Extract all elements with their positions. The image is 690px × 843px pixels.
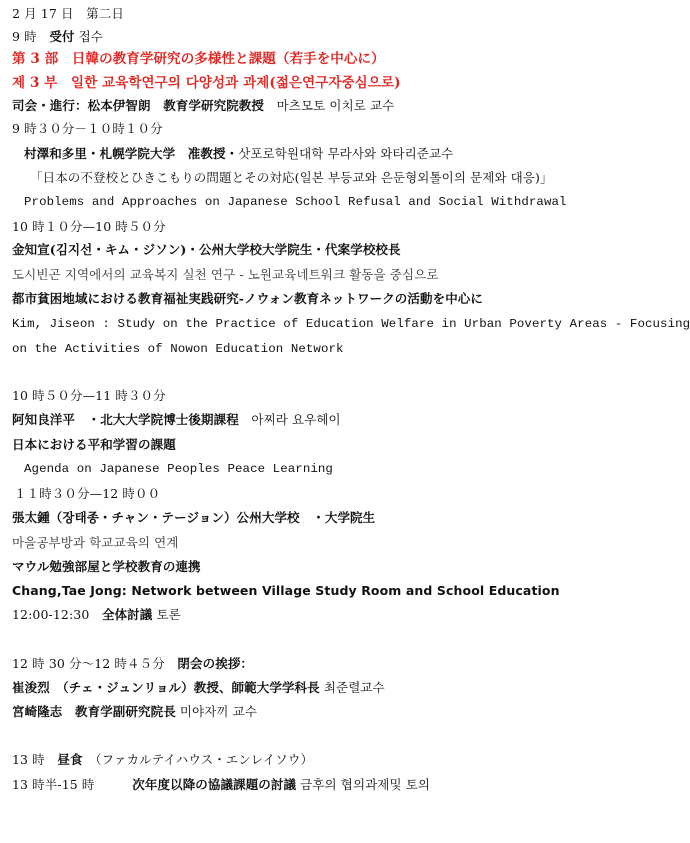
lunch-line — [12, 752, 313, 768]
discussion-korean: 토론 — [152, 607, 181, 622]
session3-speaker-japanese: 阿知良洋平 ・北大大学院博士後期課程 — [12, 412, 239, 427]
session1-speaker-korean: 삿포로학원대학 무라사와 와타리준교수 — [238, 146, 454, 161]
session1-title: 「日本の不登校とひきこもりの問題とその対応(일본 부등교와 은둔형외톨이의 문제와 대응)」 — [30, 170, 553, 185]
session3-speaker-korean: 아찌라 요우헤이 — [238, 412, 341, 427]
day-header: 2 月 17 日 第二日 — [12, 6, 124, 21]
reception-line — [12, 29, 103, 45]
chair-korean: 마츠모토 이치로 교수 — [264, 98, 395, 113]
session2-time: 10 時１０分—10 時５０分 — [12, 219, 166, 234]
next-year-time: 13 時半-15 時 — [12, 777, 133, 792]
session3-title-japanese: 日本における平和学習の課題 — [12, 437, 176, 452]
closing-person-1-japanese: 崔浚烈 （チェ・ジュンリョル）教授、師範大学学科長 — [12, 680, 320, 695]
session1-title-english: Problems and Approaches on Japanese School Refusal and Social Withdrawal — [24, 195, 567, 209]
next-year-label: 次年度以降の協議課題の討議 — [132, 777, 297, 792]
discussion-time: 12:00-12:30 — [12, 607, 102, 622]
closing-label: 閉会の挨拶： — [177, 656, 254, 671]
chair-line — [12, 98, 394, 114]
part-title-japanese: 第 3 部 日韓の教育学研究の多様性と課題（若手を中心に） — [12, 51, 385, 67]
next-year-line — [12, 777, 430, 793]
closing-person-2 — [12, 704, 257, 720]
closing-time: 12 時 30 分～12 時４５分 — [12, 656, 178, 671]
session3-title-english: Agenda on Japanese Peoples Peace Learning — [24, 462, 333, 476]
session2-title-japanese: 都市貧困地域における教育福祉実践研究-ノウォン教育ネットワークの活動を中心に — [12, 291, 483, 306]
closing-person-1-korean: 최준렬교수 — [319, 680, 385, 695]
session4-speaker: 張太鍾（장태종・チャン・テージョン）公州大学校 ・大学院生 — [12, 510, 376, 525]
lunch-time: 13 時 — [12, 752, 58, 767]
session1-time: 9 時３０分－１０時１０分 — [12, 121, 163, 136]
closing-person-1 — [12, 680, 385, 696]
discussion-line — [12, 607, 181, 623]
session2-title-english-1: Kim, Jiseon : Study on the Practice of Education Welfare in Urban Poverty Areas - Focusing — [12, 317, 690, 331]
session2-title-korean: 도시빈곤 지역에서의 교육복지 실천 연구 - 노원교육네트워크 활동을 중심으로 — [12, 267, 439, 282]
reception-time: 9 時 — [12, 29, 50, 44]
session1-speaker — [24, 146, 453, 162]
session4-title-japanese: マウル勉強部屋と学校教育の連携 — [12, 559, 201, 574]
session3-speaker — [12, 412, 341, 428]
closing-line — [12, 656, 253, 672]
lunch-place: （ファカルテイハウス・エンレイソウ） — [82, 752, 314, 767]
session4-title-english: Chang,Tae Jong: Network between Village Study Room and School Education — [12, 583, 560, 598]
session2-title-english-2: on the Activities of Nowon Education Network — [12, 342, 344, 356]
reception-korean: 접수 — [74, 29, 103, 44]
session2-speaker: 金知宣(김지선・キム・ジソン)・公州大学校大学院生・代案学校校長 — [12, 242, 401, 257]
session1-speaker-japanese: 村澤和多里・札幌学院大学 准教授・ — [24, 146, 239, 161]
closing-person-2-japanese: 宮崎隆志 教育学副研究院長 — [12, 704, 176, 719]
session4-time: １１時３０分—12 時００ — [14, 486, 161, 501]
next-year-korean: 금후의 협의과제및 토의 — [296, 777, 431, 792]
session3-time: 10 時５０分—11 時３０分 — [12, 388, 166, 403]
part-title-korean: 제 3 부 일한 교육학연구의 다양성과 과제(젊은연구자중심으로) — [12, 75, 401, 91]
chair-label: 司会・進行：松本伊智朗 教育学研究院教授 — [12, 98, 265, 113]
closing-person-2-korean: 미야자끼 교수 — [175, 704, 258, 719]
reception-label: 受付 — [49, 29, 75, 44]
lunch-label: 昼食 — [57, 752, 83, 767]
discussion-label: 全体討議 — [101, 607, 153, 622]
session4-title-korean: 마을공부방과 학교교육의 연계 — [12, 535, 179, 550]
